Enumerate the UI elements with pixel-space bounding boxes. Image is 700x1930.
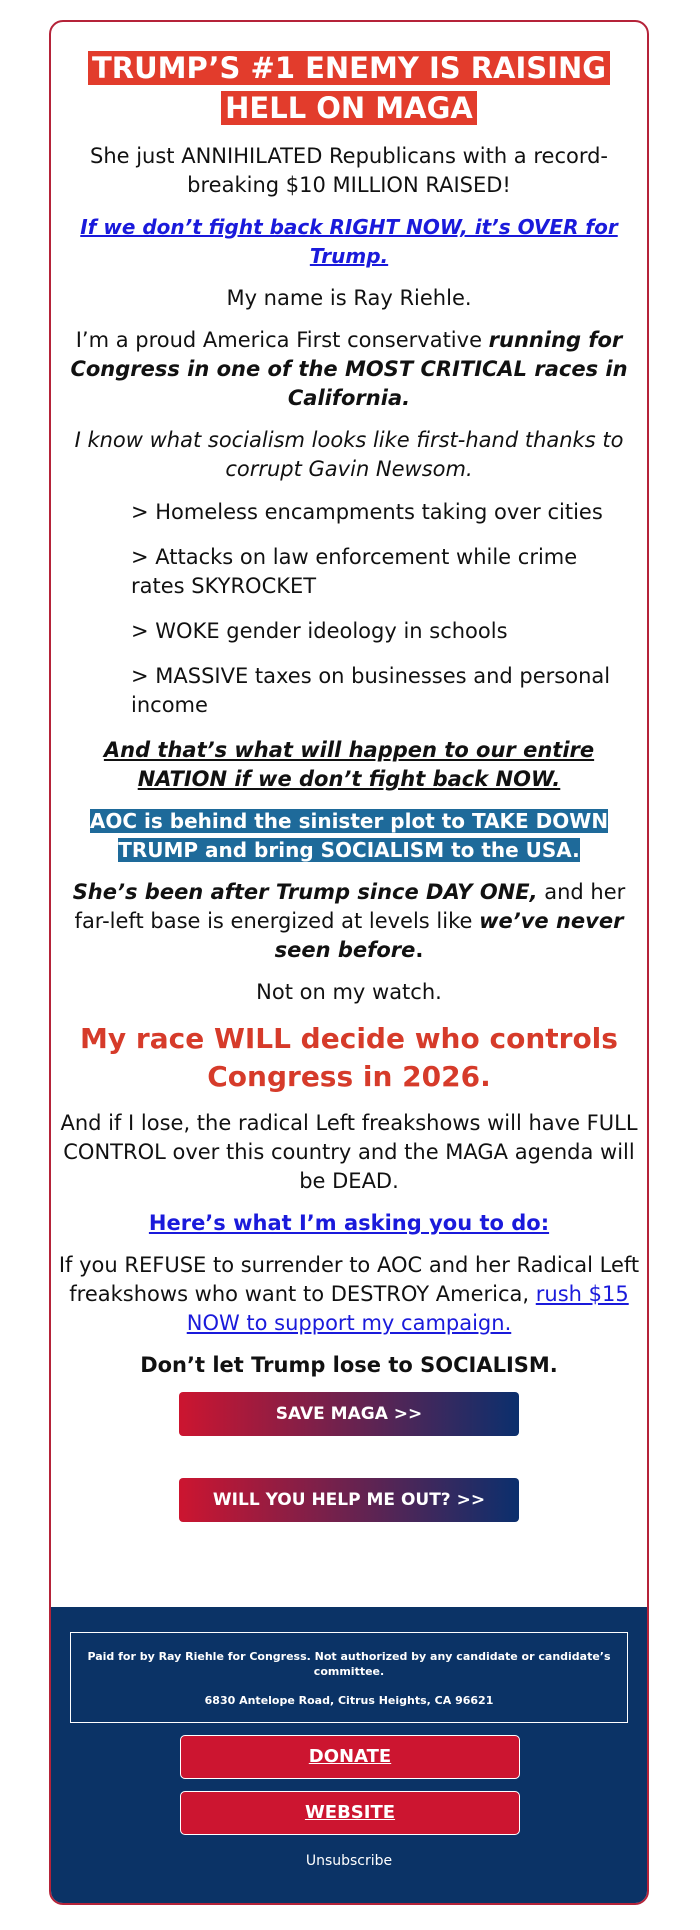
list-item: > Attacks on law enforcement while crime rates SKYROCKET: [131, 545, 578, 598]
nation-line: And that’s what will happen to our entire NATION if we don’t fight back NOW.: [103, 738, 595, 791]
address-text: 6830 Antelope Road, Citrus Heights, CA 96621: [204, 1694, 494, 1707]
headline-line-2: HELL ON MAGA: [221, 91, 477, 125]
refuse-paragraph: [53, 1251, 645, 1338]
day-one-text: and her far-left base is energized at levels like: [74, 880, 626, 933]
aoc-highlight: AOC is behind the sinister plot to TAKE DOWN TRUMP and bring SOCIALISM to the USA.: [89, 809, 609, 862]
fight-back-link[interactable]: If we don’t fight back RIGHT NOW, it’s OVER for Trump.: [80, 215, 618, 268]
fight-back-paragraph: [53, 213, 645, 271]
day-one-period: .: [415, 938, 424, 962]
list-item: > WOKE gender ideology in schools: [131, 619, 508, 643]
proud-bold-text: running for Congress in one of the MOST CRITICAL races in California.: [70, 328, 628, 410]
bullet-list: [51, 498, 647, 720]
not-on-my-watch: Not on my watch.: [256, 980, 442, 1004]
refuse-text: If you REFUSE to surrender to AOC and her Radical Left freakshows who want to DESTROY America,: [58, 1253, 640, 1306]
headline-line-1: TRUMP’S #1 ENEMY IS RAISING: [88, 51, 610, 85]
donate-button[interactable]: DONATE: [180, 1735, 520, 1779]
dont-let-line: Don’t let Trump lose to SOCIALISM.: [140, 1353, 558, 1377]
paid-for-text: Paid for by Ray Riehle for Congress. Not authorized by any candidate or candidate’s committee.: [87, 1650, 611, 1678]
day-one-paragraph: [53, 878, 645, 965]
headline: [51, 48, 647, 128]
disclaimer-box: [70, 1632, 628, 1723]
asking-paragraph: [51, 1209, 647, 1238]
intro-text: She just ANNIHILATED Republicans with a record-breaking $10 MILLION RAISED!: [89, 144, 609, 197]
list-item: > MASSIVE taxes on businesses and personal income: [131, 664, 611, 717]
never-seen-bold: we’ve never seen before: [274, 909, 624, 962]
unsubscribe-link[interactable]: Unsubscribe: [305, 1853, 393, 1869]
if-lose-paragraph: And if I lose, the radical Left freakshows will have FULL CONTROL over this country and the MAGA agenda will be DEAD.: [60, 1111, 638, 1193]
race-decide-heading: My race WILL decide who controls Congress in 2026.: [80, 1022, 618, 1093]
save-maga-button[interactable]: SAVE MAGA >>: [179, 1392, 519, 1436]
email-body: [51, 22, 647, 1522]
website-button[interactable]: WEBSITE: [180, 1791, 520, 1835]
footer: [51, 1607, 647, 1903]
day-one-bold: She’s been after Trump since DAY ONE,: [72, 880, 538, 904]
email-card: [49, 20, 649, 1905]
socialism-line: I know what socialism looks like first-hand thanks to corrupt Gavin Newsom.: [74, 428, 624, 481]
list-item: > Homeless encampments taking over cities: [131, 500, 603, 524]
aoc-paragraph: [57, 807, 641, 865]
proud-text: I’m a proud America First conservative: [75, 328, 489, 352]
name-line: My name is Ray Riehle.: [226, 286, 472, 310]
help-me-out-button[interactable]: WILL YOU HELP ME OUT? >>: [179, 1478, 519, 1522]
button-spacer: [51, 1436, 647, 1478]
asking-link[interactable]: Here’s what I’m asking you to do:: [148, 1211, 550, 1235]
proud-paragraph: [53, 326, 645, 413]
rush-donate-link[interactable]: rush $15 NOW to support my campaign.: [186, 1282, 629, 1335]
